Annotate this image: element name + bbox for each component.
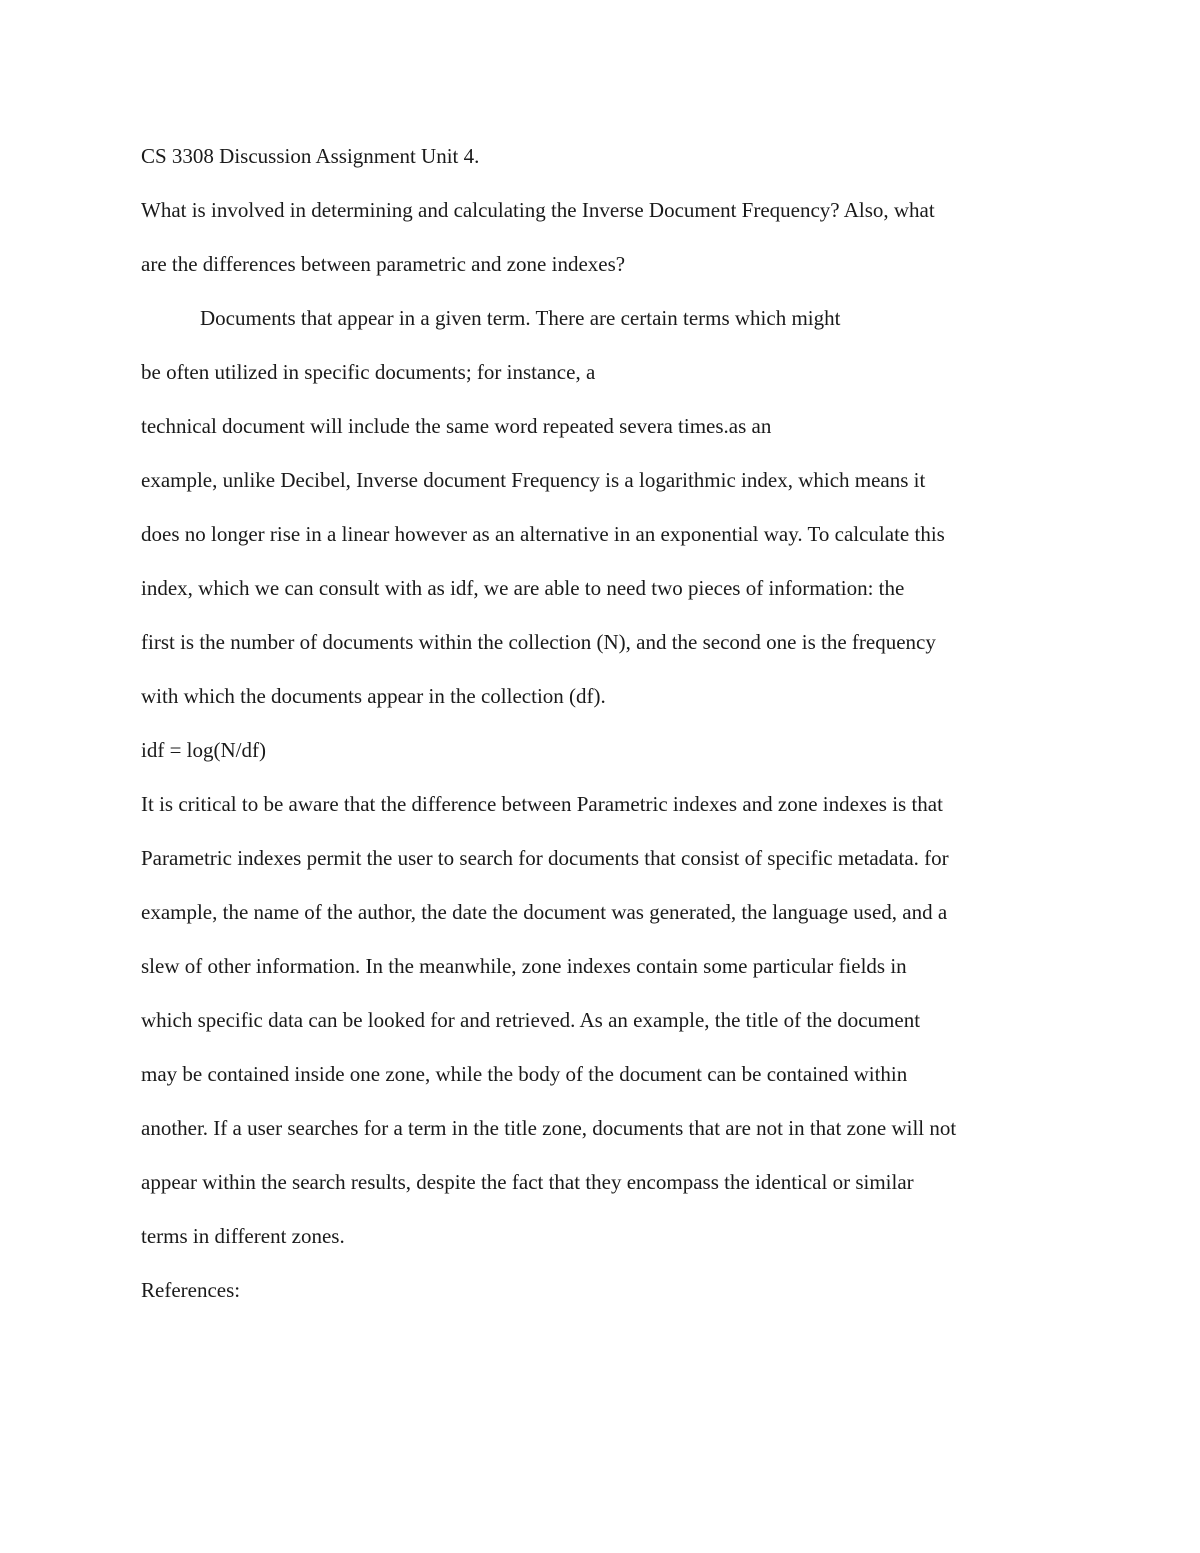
body-line: may be contained inside one zone, while the body of the document can be contained within bbox=[141, 1062, 908, 1086]
body-line: example, unlike Decibel, Inverse document Frequency is a logarithmic index, which means it bbox=[141, 468, 926, 492]
body-line: technical document will include the same word repeated severa times.as an bbox=[141, 414, 772, 438]
references-heading: References: bbox=[141, 1278, 241, 1302]
formula-line: idf = log(N/df) bbox=[141, 738, 266, 762]
body-line: first is the number of documents within the collection (N), and the second one is the frequency bbox=[141, 630, 936, 654]
document-title: CS 3308 Discussion Assignment Unit 4. bbox=[141, 144, 480, 168]
body-line: with which the documents appear in the collection (df). bbox=[141, 684, 606, 708]
body-line: appear within the search results, despite the fact that they encompass the identical or similar bbox=[141, 1170, 914, 1194]
body-line: It is critical to be aware that the difference between Parametric indexes and zone indexes is that bbox=[141, 792, 943, 816]
question-line: are the differences between parametric and zone indexes? bbox=[141, 252, 626, 276]
body-line: Parametric indexes permit the user to search for documents that consist of specific metadata. for bbox=[141, 846, 949, 870]
question-line: What is involved in determining and calculating the Inverse Document Frequency? Also, what bbox=[141, 198, 935, 222]
body-line: another. If a user searches for a term in the title zone, documents that are not in that zone will not bbox=[141, 1116, 957, 1140]
body-line: Documents that appear in a given term. There are certain terms which might bbox=[200, 306, 841, 330]
body-line: which specific data can be looked for and retrieved. As an example, the title of the document bbox=[141, 1008, 921, 1032]
body-line: terms in different zones. bbox=[141, 1224, 345, 1248]
body-line: example, the name of the author, the date the document was generated, the language used, and a bbox=[141, 900, 948, 924]
body-line: index, which we can consult with as idf, we are able to need two pieces of information: the bbox=[141, 576, 905, 600]
body-line: be often utilized in specific documents; for instance, a bbox=[141, 360, 596, 384]
body-line: slew of other information. In the meanwhile, zone indexes contain some particular fields in bbox=[141, 954, 907, 978]
body-line: does no longer rise in a linear however as an alternative in an exponential way. To calculate this bbox=[141, 522, 945, 546]
